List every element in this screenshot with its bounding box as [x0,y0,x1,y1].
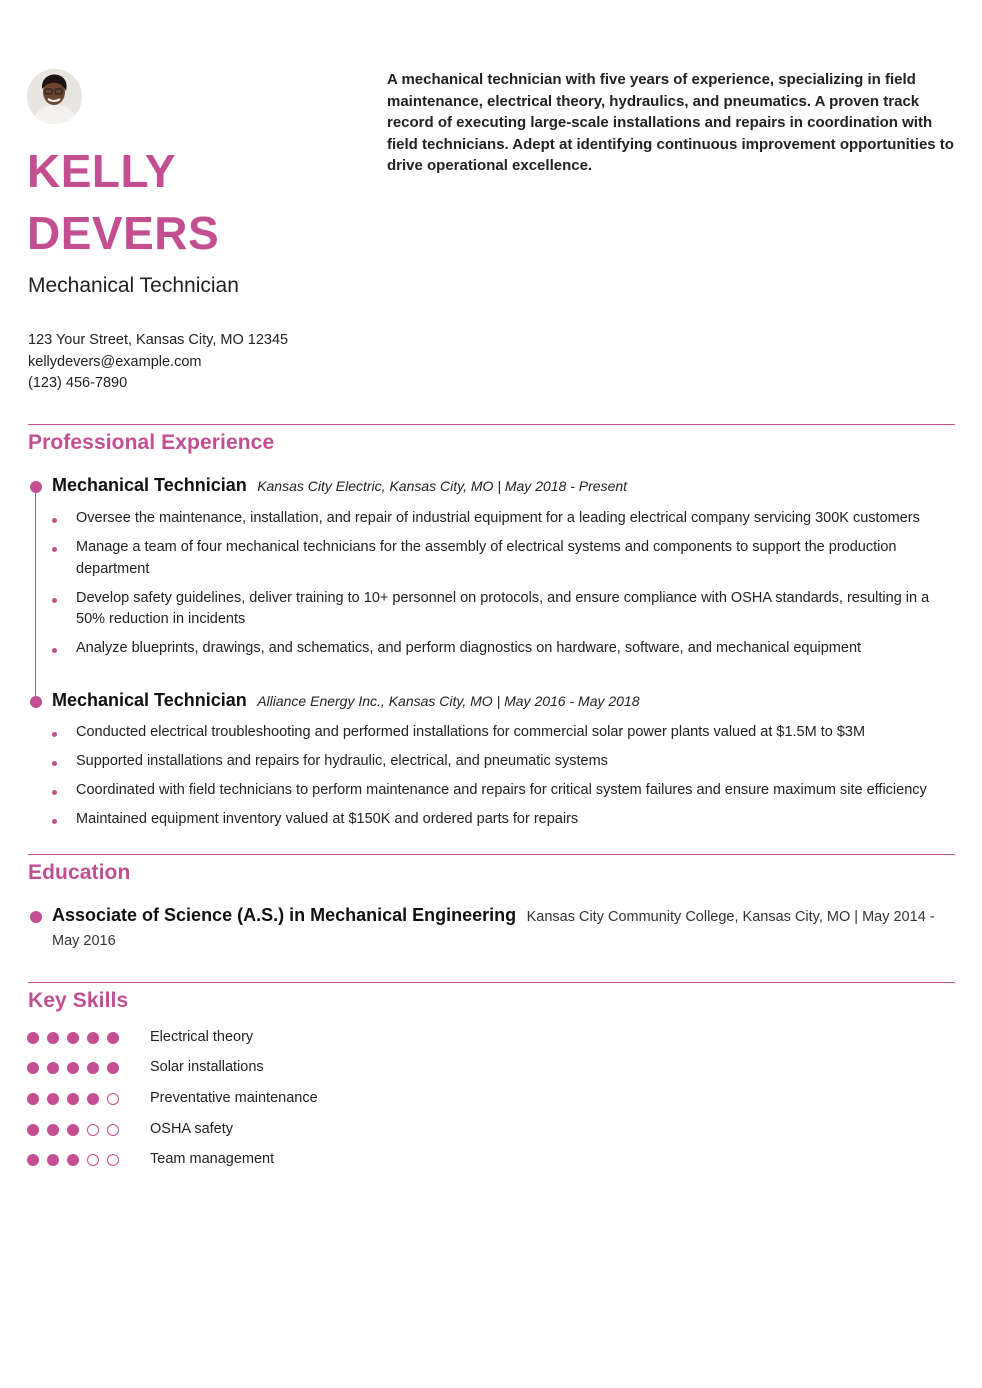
contact-phone[interactable]: (123) 456-7890 [28,375,128,391]
rating-dot-empty [87,1154,99,1166]
list-item: Supported installations and repairs for hydraulic, electrical, and pneumatic systems [52,751,952,773]
job-role: Mechanical Technician [52,690,247,710]
list-item: Oversee the maintenance, installation, and repair of industrial equipment for a leading electrical company servicing 300K customers [52,508,952,530]
experience-heading: Professional Experience [28,431,275,454]
rating-dot-filled [107,1032,119,1044]
job-bullets [52,508,952,667]
section-divider [28,424,955,425]
school: Kansas City Community College, Kansas City, MO | May 2014 - May 2016 [52,909,935,949]
contact-block [28,330,288,395]
rating-dot-filled [107,1062,119,1074]
education-entry [52,903,957,953]
rating-dot-filled [47,1062,59,1074]
rating-dot-filled [67,1093,79,1105]
education-dot [30,911,42,923]
rating-dot-filled [27,1093,39,1105]
rating-dot-filled [87,1062,99,1074]
profile-photo [27,69,82,124]
list-item: Analyze blueprints, drawings, and schematics, and perform diagnostics on hardware, software, and mechanical equipment [52,638,952,660]
rating-dot-empty [107,1154,119,1166]
skill-name: OSHA safety [150,1121,234,1137]
skills-heading: Key Skills [28,989,129,1012]
section-divider [28,982,955,983]
contact-email[interactable]: kellydevers@example.com [28,353,202,370]
list-item: Conducted electrical troubleshooting and performed installations for commercial solar power plants valued at $1.5M to $3M [52,722,952,744]
timeline-line [35,487,36,701]
list-item: Manage a team of four mechanical technicians for the assembly of electrical systems and components to support the production department [52,537,952,580]
rating-dot-filled [27,1124,39,1136]
rating-dot-filled [67,1062,79,1074]
list-item: Coordinated with field technicians to perform maintenance and repairs for critical system failures and ensure maximum site efficiency [52,780,952,802]
skill-name: Team management [150,1151,275,1167]
job-header [52,690,640,711]
rating-dot-filled [27,1154,39,1166]
rating-dot-filled [67,1032,79,1044]
rating-dot-filled [67,1124,79,1136]
rating-dot-filled [87,1093,99,1105]
timeline-dot [30,481,42,493]
rating-dot-filled [47,1154,59,1166]
list-item: Develop safety guidelines, deliver training to 10+ personnel on protocols, and ensure compliance with OSHA standards, resulting in a 50% reduction in incidents [52,588,952,631]
job-meta: Kansas City Electric, Kansas City, MO | May 2018 - Present [257,478,628,494]
rating-dot-filled [47,1032,59,1044]
job-title: Mechanical Technician [28,274,239,297]
contact-address: 123 Your Street, Kansas City, MO 12345 [28,332,289,348]
job-role: Mechanical Technician [52,475,247,495]
education-heading: Education [28,861,131,884]
rating-dot-filled [47,1093,59,1105]
list-item: Maintained equipment inventory valued at $150K and ordered parts for repairs [52,809,952,831]
job-meta: Alliance Energy Inc., Kansas City, MO | May 2016 - May 2018 [257,693,640,709]
last-name: DEVERS [27,207,220,259]
rating-dot-filled [27,1062,39,1074]
section-divider [28,854,955,855]
skill-name: Solar installations [150,1059,264,1075]
skill-name: Preventative maintenance [150,1090,318,1106]
skill-name: Electrical theory [150,1029,254,1045]
profile-summary: A mechanical technician with five years of experience, specializing in field maintenance, electrical theory, hydraulics, and pneumatics. A proven track record of executing large-scale installations and repairs in coordination with field technicians. Adept at identifying continuous improvement opportunities to drive operational excellence. [387,71,954,174]
rating-dot-filled [27,1032,39,1044]
rating-dot-empty [87,1124,99,1136]
timeline-dot [30,696,42,708]
degree: Associate of Science (A.S.) in Mechanical Engineering [52,905,517,925]
rating-dot-filled [67,1154,79,1166]
person-photo-icon [27,69,82,124]
rating-dot-filled [47,1124,59,1136]
first-name: KELLY [27,145,177,197]
job-bullets [52,722,952,838]
rating-dot-empty [107,1124,119,1136]
rating-dot-filled [87,1032,99,1044]
job-header [52,475,627,496]
rating-dot-empty [107,1093,119,1105]
